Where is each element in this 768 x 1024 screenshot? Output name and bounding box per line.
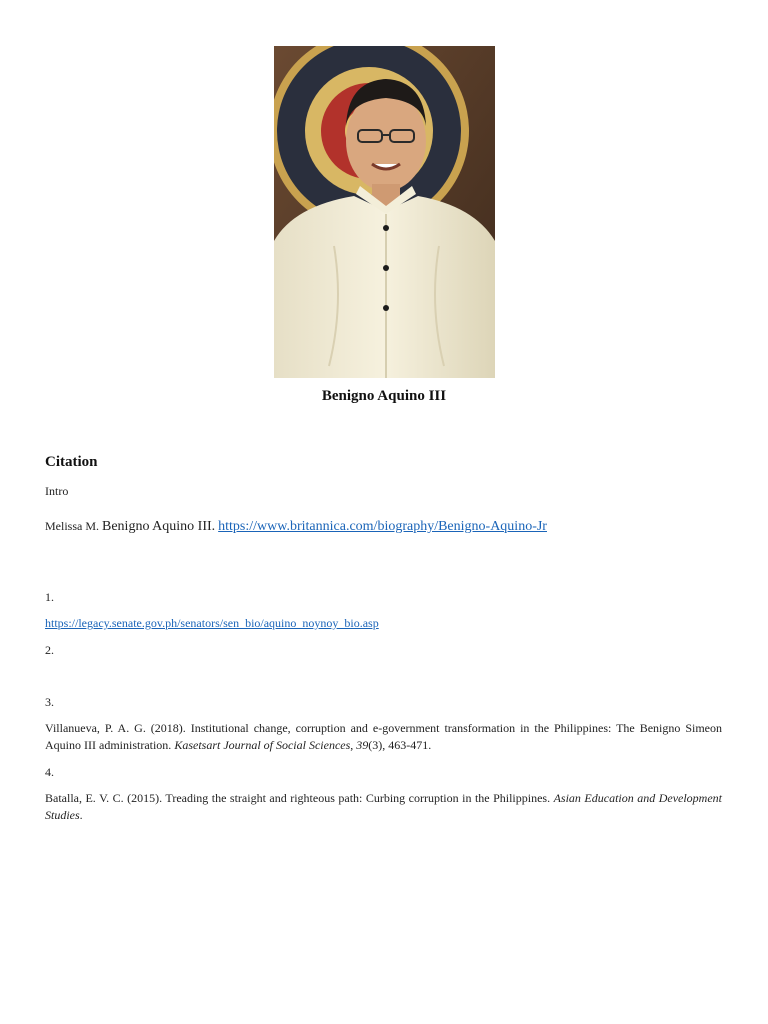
source-title: Benigno Aquino III. [102,519,216,534]
citation-source [45,519,547,535]
senate-bio-link[interactable]: https://legacy.senate.gov.ph/senators/sen_bio/aquino_noynoy_bio.asp [45,616,379,630]
reference-number-4: 4. [45,765,54,779]
reference-3-journal: Kasetsart Journal of Social Sciences [174,738,351,752]
reference-4-end: . [79,808,83,822]
figure-caption: Benigno Aquino III [321,388,447,404]
reference-4-body: Batalla, E. V. C. (2015). Treading the straight and righteous path: Curbing corruption in the Philippines. [45,791,554,805]
reference-number-1: 1. [45,590,54,604]
reference-3-volume: 39 [356,738,369,752]
reference-3-pages: (3), 463-471. [368,738,432,752]
reference-text-3 [45,720,722,754]
reference-3-sep: , [350,738,357,752]
britannica-link[interactable]: https://www.britannica.com/biography/Benigno-Aquino-Jr [218,519,547,534]
portrait-photo [274,46,495,378]
reference-number-2: 2. [45,643,54,657]
reference-number-3: 3. [45,695,54,709]
intro-label: Intro [45,484,69,498]
reference-link-1 [45,616,379,631]
portrait-illustration [274,46,495,378]
source-author: Melissa M. [45,519,99,533]
reference-text-4 [45,790,722,824]
reference-3-body: Villanueva, P. A. G. (2018). Institutional change, corruption and e-government transformation in the Philippines: The Benigno Simeon Aquino III administration. [45,721,722,752]
reference-4-journal: Asian Education and Development Studies [45,791,723,822]
citation-heading: Citation [45,454,98,470]
